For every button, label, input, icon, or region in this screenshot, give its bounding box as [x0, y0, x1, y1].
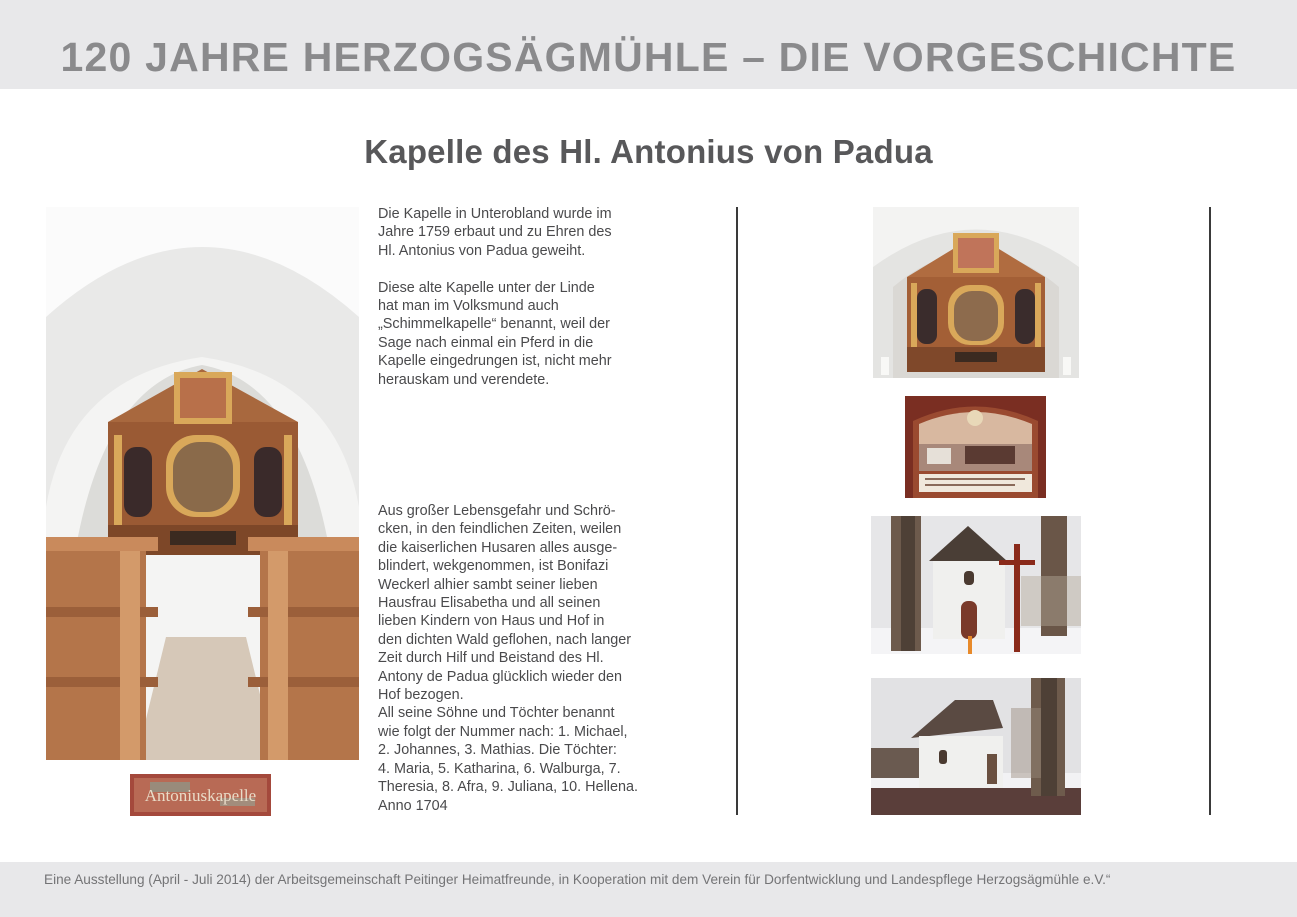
altar-photo	[873, 207, 1079, 378]
chapel-exterior-front-photo	[871, 516, 1081, 654]
page-title: 120 JAHRE HERZOGSÄGMÜHLE – DIE VORGESCHICHTE	[60, 34, 1237, 80]
chapel-exterior-side-photo	[871, 678, 1081, 815]
section-title: Kapelle des Hl. Antonius von Padua	[364, 133, 933, 170]
legend-paragraph: Aus großer Lebensgefahr und Schrö- cken, in den feindlichen Zeiten, weilen die kaiserlichen Husaren alles ausge- blindert, wekgenommen, ist Bonifazi Weckerl alhier sambt seiner lieben Hausfrau Elisabetha und all seinen lieben Kindern von Haus und Hof in den dichten Wald geflohen, nach langer Zeit durch Hilf und Beistand des Hl. Antony de Padua glücklich wieder den Hof bezogen. All seine Söhne und Töchter benannt wie folgt der Nummer nach: 1. Michael, 2. Johannes, 3. Mathias. Die Töchter: 4. Maria, 5. Katharina, 6. Walburga, 7. Theresia, 8. Afra, 9. Juliana, 10. Hellena. Anno 1704	[378, 503, 638, 814]
column-divider-right	[1209, 207, 1211, 815]
votive-painting-photo	[905, 396, 1046, 498]
footer-band	[0, 862, 1297, 917]
name-plaque-photo	[130, 774, 271, 816]
name-plaque-text: Antoniuskapelle	[144, 786, 257, 805]
chapel-interior-photo	[46, 207, 359, 760]
footer-credit: Eine Ausstellung (April - Juli 2014) der Arbeitsgemeinschaft Peitinger Heimatfreunde, in Kooperation mit dem Verein für Dorfentwicklung und Landespflege Herzogsägmühle e.V.“	[44, 872, 1111, 887]
column-divider-left	[736, 207, 738, 815]
intro-paragraph: Die Kapelle in Unterobland wurde im Jahre 1759 erbaut und zu Ehren des Hl. Antonius von Padua geweiht. Diese alte Kapelle unter der Linde hat man im Volksmund auch „Schimmelkapelle“ benannt, weil der Sage nach einmal ein Pferd in die Kapelle eingedrungen ist, nicht mehr herauskam und verendete.	[378, 206, 612, 388]
